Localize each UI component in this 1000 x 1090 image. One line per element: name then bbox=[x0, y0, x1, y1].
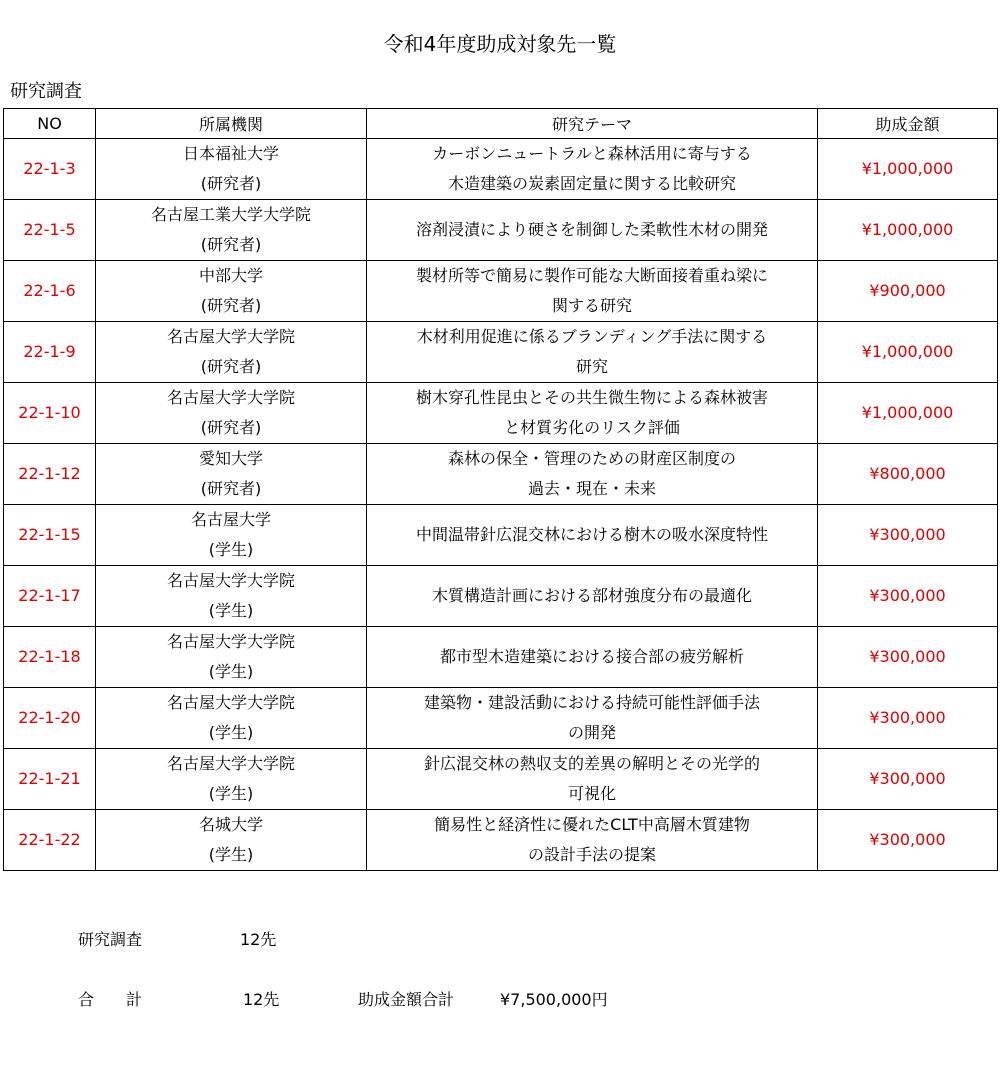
table-row bbox=[4, 200, 998, 261]
research-theme-line: の開発 bbox=[567, 723, 616, 742]
row-number: 22-1-22 bbox=[4, 810, 96, 871]
page-title: 令和4年度助成対象先一覧 bbox=[383, 32, 617, 56]
recipient-role: (学生) bbox=[208, 845, 254, 864]
table-row bbox=[4, 444, 998, 505]
organization-cell bbox=[96, 566, 367, 627]
research-theme-cell bbox=[367, 627, 818, 688]
table-row bbox=[4, 261, 998, 322]
grant-amount: ¥300,000 bbox=[818, 749, 998, 810]
research-theme-line: と材質劣化のリスク評価 bbox=[504, 418, 680, 437]
organization-cell bbox=[96, 505, 367, 566]
organization-name: 名古屋大学大学院 bbox=[166, 388, 295, 407]
grants-table-body bbox=[4, 139, 998, 871]
organization-cell bbox=[96, 444, 367, 505]
research-theme-line: 関する研究 bbox=[551, 296, 632, 315]
organization-name: 愛知大学 bbox=[198, 449, 263, 468]
table-row bbox=[4, 749, 998, 810]
recipient-role: (学生) bbox=[208, 784, 254, 803]
row-number: 22-1-5 bbox=[4, 200, 96, 261]
organization-cell bbox=[96, 200, 367, 261]
row-number: 22-1-10 bbox=[4, 383, 96, 444]
organization-cell bbox=[96, 688, 367, 749]
research-theme-line: 製材所等で簡易に製作可能な大断面接着重ね梁に bbox=[415, 266, 768, 285]
grants-table bbox=[3, 108, 998, 871]
research-theme-line: カーボンニュートラルと森林活用に寄与する bbox=[432, 144, 752, 163]
research-theme-line: 針広混交林の熱収支的差異の解明とその光学的 bbox=[423, 754, 760, 773]
row-number: 22-1-3 bbox=[4, 139, 96, 200]
research-theme-cell bbox=[367, 139, 818, 200]
grant-amount: ¥300,000 bbox=[818, 810, 998, 871]
recipient-role: (学生) bbox=[208, 662, 254, 681]
grant-amount: ¥1,000,000 bbox=[818, 139, 998, 200]
research-theme-line: 建築物・建設活動における持続可能性評価手法 bbox=[423, 693, 760, 712]
grant-amount: ¥300,000 bbox=[818, 566, 998, 627]
research-theme-cell bbox=[367, 688, 818, 749]
table-row bbox=[4, 322, 998, 383]
research-theme-line: 研究 bbox=[575, 357, 608, 376]
row-number: 22-1-9 bbox=[4, 322, 96, 383]
table-row bbox=[4, 383, 998, 444]
row-number: 22-1-18 bbox=[4, 627, 96, 688]
research-theme-line: 木質構造計画における部材強度分布の最適化 bbox=[431, 586, 752, 605]
table-row bbox=[4, 688, 998, 749]
research-theme-cell bbox=[367, 749, 818, 810]
research-theme-cell bbox=[367, 322, 818, 383]
row-number: 22-1-12 bbox=[4, 444, 96, 505]
organization-cell bbox=[96, 383, 367, 444]
research-theme-cell bbox=[367, 505, 818, 566]
research-theme-line: 可視化 bbox=[567, 784, 616, 803]
research-theme-line: 都市型木造建築における接合部の疲労解析 bbox=[439, 647, 744, 666]
summary-amount-label: 助成金額合計 bbox=[358, 990, 455, 1009]
research-theme-cell bbox=[367, 810, 818, 871]
grant-amount: ¥300,000 bbox=[818, 505, 998, 566]
grant-amount: ¥1,000,000 bbox=[818, 200, 998, 261]
recipient-role: (研究者) bbox=[200, 357, 262, 376]
research-theme-line: 中間温帯針広混交林における樹木の吸水深度特性 bbox=[415, 525, 768, 544]
grant-amount: ¥300,000 bbox=[818, 627, 998, 688]
table-row bbox=[4, 139, 998, 200]
summary-total-label: 合 計 bbox=[78, 990, 143, 1009]
header-no: NO bbox=[4, 109, 96, 139]
row-number: 22-1-15 bbox=[4, 505, 96, 566]
grant-amount: ¥1,000,000 bbox=[818, 322, 998, 383]
grant-amount: ¥300,000 bbox=[818, 688, 998, 749]
recipient-role: (研究者) bbox=[200, 418, 262, 437]
research-theme-line: 溶剤浸漬により硬さを制御した柔軟性木材の開発 bbox=[415, 220, 768, 239]
organization-cell bbox=[96, 627, 367, 688]
grant-amount: ¥900,000 bbox=[818, 261, 998, 322]
recipient-role: (学生) bbox=[208, 540, 254, 559]
header-research-theme: 研究テーマ bbox=[367, 109, 818, 139]
summary-category-label: 研究調査 bbox=[78, 930, 143, 949]
recipient-role: (研究者) bbox=[200, 479, 262, 498]
organization-cell bbox=[96, 139, 367, 200]
table-row bbox=[4, 810, 998, 871]
organization-name: 中部大学 bbox=[198, 266, 263, 285]
recipient-role: (研究者) bbox=[200, 235, 262, 254]
table-row bbox=[4, 566, 998, 627]
research-theme-line: 過去・現在・未来 bbox=[527, 479, 656, 498]
row-number: 22-1-17 bbox=[4, 566, 96, 627]
table-row bbox=[4, 505, 998, 566]
organization-name: 日本福祉大学 bbox=[182, 144, 279, 163]
research-theme-line: 樹木穿孔性昆虫とその共生微生物による森林被害 bbox=[415, 388, 768, 407]
table-header-row bbox=[4, 109, 998, 139]
grant-amount: ¥1,000,000 bbox=[818, 383, 998, 444]
header-grant-amount: 助成金額 bbox=[818, 109, 998, 139]
header-organization: 所属機関 bbox=[96, 109, 367, 139]
research-theme-line: 森林の保全・管理のための財産区制度の bbox=[447, 449, 736, 468]
row-number: 22-1-6 bbox=[4, 261, 96, 322]
organization-cell bbox=[96, 322, 367, 383]
organization-name: 名古屋大学大学院 bbox=[166, 327, 295, 346]
recipient-role: (学生) bbox=[208, 601, 254, 620]
recipient-role: (研究者) bbox=[200, 174, 262, 193]
research-theme-cell bbox=[367, 261, 818, 322]
research-theme-cell bbox=[367, 566, 818, 627]
summary-total-count: 12先 bbox=[243, 990, 280, 1009]
organization-name: 名古屋大学大学院 bbox=[166, 754, 295, 773]
grant-amount: ¥800,000 bbox=[818, 444, 998, 505]
organization-name: 名古屋工業大学大学院 bbox=[150, 205, 311, 224]
section-label: 研究調査 bbox=[10, 81, 82, 102]
summary-category-count: 12先 bbox=[240, 930, 277, 949]
research-theme-cell bbox=[367, 200, 818, 261]
organization-name: 名古屋大学大学院 bbox=[166, 571, 295, 590]
recipient-role: (研究者) bbox=[200, 296, 262, 315]
summary-amount-value: ¥7,500,000円 bbox=[500, 990, 608, 1009]
recipient-role: (学生) bbox=[208, 723, 254, 742]
organization-name: 名古屋大学 bbox=[190, 510, 271, 529]
research-theme-cell bbox=[367, 383, 818, 444]
research-theme-line: 木材利用促進に係るブランディング手法に関する bbox=[416, 327, 768, 346]
organization-cell bbox=[96, 749, 367, 810]
row-number: 22-1-21 bbox=[4, 749, 96, 810]
organization-name: 名古屋大学大学院 bbox=[166, 632, 295, 651]
research-theme-line: 簡易性と経済性に優れたCLT中高層木質建物 bbox=[434, 815, 750, 834]
organization-name: 名城大学 bbox=[198, 815, 263, 834]
research-theme-cell bbox=[367, 444, 818, 505]
organization-name: 名古屋大学大学院 bbox=[166, 693, 295, 712]
row-number: 22-1-20 bbox=[4, 688, 96, 749]
organization-cell bbox=[96, 261, 367, 322]
research-theme-line: の設計手法の提案 bbox=[527, 845, 656, 864]
organization-cell bbox=[96, 810, 367, 871]
research-theme-line: 木造建築の炭素固定量に関する比較研究 bbox=[447, 174, 736, 193]
table-row bbox=[4, 627, 998, 688]
